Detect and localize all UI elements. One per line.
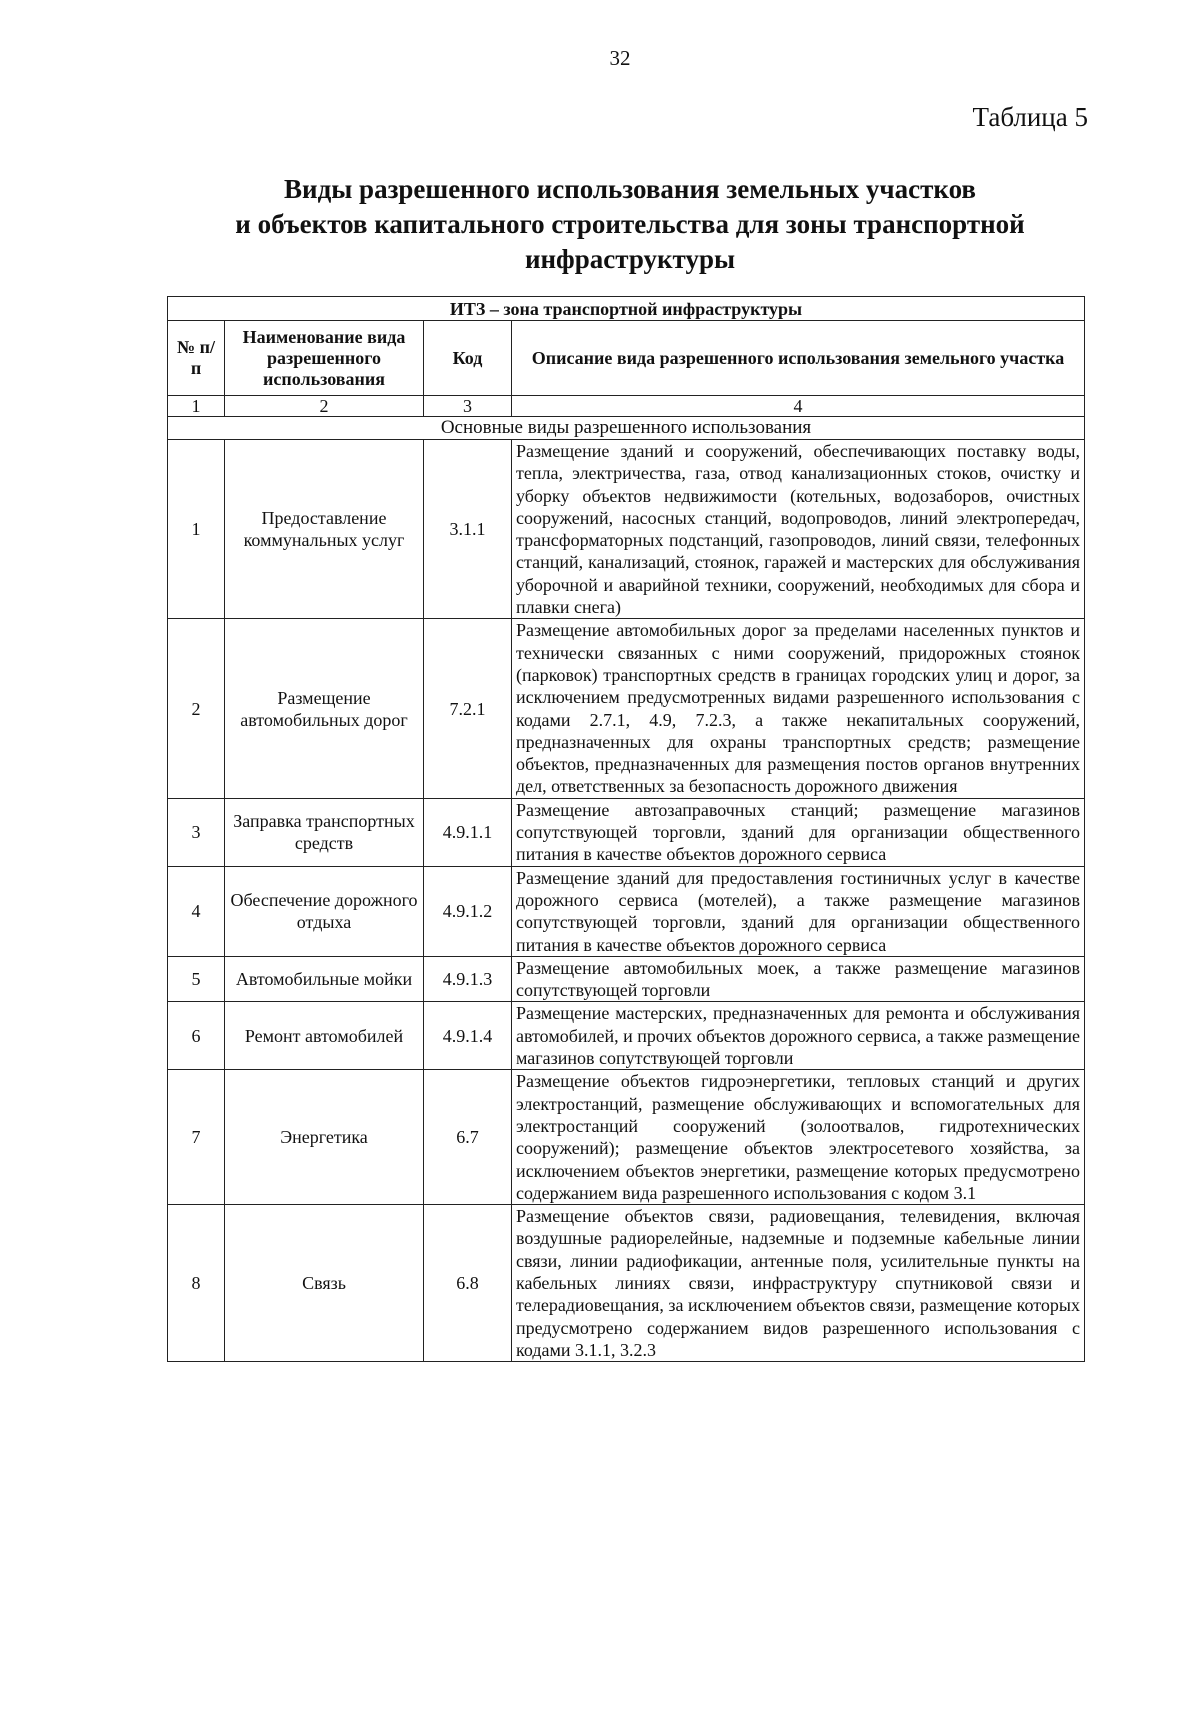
column-number-row [168, 396, 1085, 417]
header-name: Наименование вида разрешенного использования [225, 321, 424, 396]
use-code: 4.9.1.4 [424, 1002, 512, 1070]
use-code: 7.2.1 [424, 619, 512, 798]
use-code: 3.1.1 [424, 440, 512, 619]
use-code: 6.8 [424, 1205, 512, 1362]
use-code: 4.9.1.2 [424, 866, 512, 956]
use-description: Размещение автомобильных моек, а также размещение магазинов сопутствующей торговли [512, 956, 1085, 1002]
row-number: 8 [168, 1205, 225, 1362]
row-number: 1 [168, 440, 225, 619]
use-name: Заправка транспортных средств [225, 798, 424, 866]
use-code: 4.9.1.1 [424, 798, 512, 866]
table-row [168, 619, 1085, 798]
header-description: Описание вида разрешенного использования земельного участка [512, 321, 1085, 396]
use-name: Обеспечение дорожного отдыха [225, 866, 424, 956]
column-number: 3 [424, 396, 512, 417]
column-number: 1 [168, 396, 225, 417]
use-name: Энергетика [225, 1070, 424, 1205]
header-num: № п/п [168, 321, 225, 396]
row-number: 7 [168, 1070, 225, 1205]
table-row [168, 1002, 1085, 1070]
use-description: Размещение автозаправочных станций; размещение магазинов сопутствующей торговли, зданий для организации общественного питания в качестве объектов дорожного сервиса [512, 798, 1085, 866]
use-code: 6.7 [424, 1070, 512, 1205]
table-row [168, 440, 1085, 619]
use-name: Размещение автомобильных дорог [225, 619, 424, 798]
title-line: и объектов капитального строительства для зоны транспортной [235, 209, 1025, 239]
header-row [168, 321, 1085, 396]
row-number: 4 [168, 866, 225, 956]
column-number: 2 [225, 396, 424, 417]
permitted-use-table [167, 296, 1085, 1362]
zone-title-row [168, 297, 1085, 321]
use-description: Размещение зданий для предоставления гостиничных услуг в качестве дорожного сервиса (мотелей), а также размещение магазинов сопутствующей торговли, зданий для организации общественного питания в качестве объектов дорожного сервиса [512, 866, 1085, 956]
row-number: 3 [168, 798, 225, 866]
use-name: Ремонт автомобилей [225, 1002, 424, 1070]
use-description: Размещение объектов связи, радиовещания, телевидения, включая воздушные радиорелейные, надземные и подземные кабельные линии связи, линии радиофикации, антенные поля, усилительные пункты на кабельных линиях связи, инфраструктуру спутниковой связи и телерадиовещания, за исключением объектов связи, размещение которых предусмотрено содержанием видов разрешенного использования с кодами 3.1.1, 3.2.3 [512, 1205, 1085, 1362]
use-description: Размещение мастерских, предназначенных для ремонта и обслуживания автомобилей, и прочих объектов дорожного сервиса, а также размещение магазинов сопутствующей торговли [512, 1002, 1085, 1070]
table-row [168, 866, 1085, 956]
title-line: инфраструктуры [524, 244, 736, 274]
table-label: Таблица 5 [972, 102, 1088, 132]
use-description: Размещение зданий и сооружений, обеспечивающих поставку воды, тепла, электричества, газа, отвод канализационных стоков, очистку и уборку объектов недвижимости (котельных, водозаборов, очистных сооружений, насосных станций, водопроводов, линий электропередач, трансформаторных подстанций, газопроводов, линий связи, телефонных станций, канализаций, стоянок, гаражей и мастерских для обслуживания уборочной и аварийной техники, сооружений, необходимых для сбора и плавки снега) [512, 440, 1085, 619]
document-title [150, 172, 1110, 277]
column-number: 4 [512, 396, 1085, 417]
row-number: 5 [168, 956, 225, 1002]
use-name: Связь [225, 1205, 424, 1362]
use-description: Размещение объектов гидроэнергетики, тепловых станций и других электростанций, размещение обслуживающих и вспомогательных для электростанций сооружений (золоотвалов, гидротехнических сооружений); размещение объектов электросетевого хозяйства, за исключением объектов энергетики, размещение которых предусмотрено содержанием вида разрешенного использования с кодом 3.1 [512, 1070, 1085, 1205]
header-code: Код [424, 321, 512, 396]
use-code: 4.9.1.3 [424, 956, 512, 1002]
use-name: Предоставление коммунальных услуг [225, 440, 424, 619]
table-row [168, 798, 1085, 866]
title-line: Виды разрешенного использования земельных участков [284, 174, 976, 204]
table-row [168, 1070, 1085, 1205]
use-name: Автомобильные мойки [225, 956, 424, 1002]
table-row [168, 1205, 1085, 1362]
section-title: Основные виды разрешенного использования [168, 417, 1085, 440]
row-number: 6 [168, 1002, 225, 1070]
page-number: 32 [609, 46, 631, 70]
use-description: Размещение автомобильных дорог за пределами населенных пунктов и технически связанных с ними сооружений, придорожных стоянок (парковок) транспортных средств в границах городских улиц и дорог, за исключением предусмотренных видами разрешенного использования с кодами 2.7.1, 4.9, 7.2.3, а также некапитальных сооружений, предназначенных для охраны транспортных средств; размещение объектов, предназначенных для размещения постов органов внутренних дел, ответственных за безопасность дорожного движения [512, 619, 1085, 798]
table-row [168, 956, 1085, 1002]
section-row [168, 417, 1085, 440]
row-number: 2 [168, 619, 225, 798]
zone-title: ИТЗ – зона транспортной инфраструктуры [168, 297, 1085, 321]
